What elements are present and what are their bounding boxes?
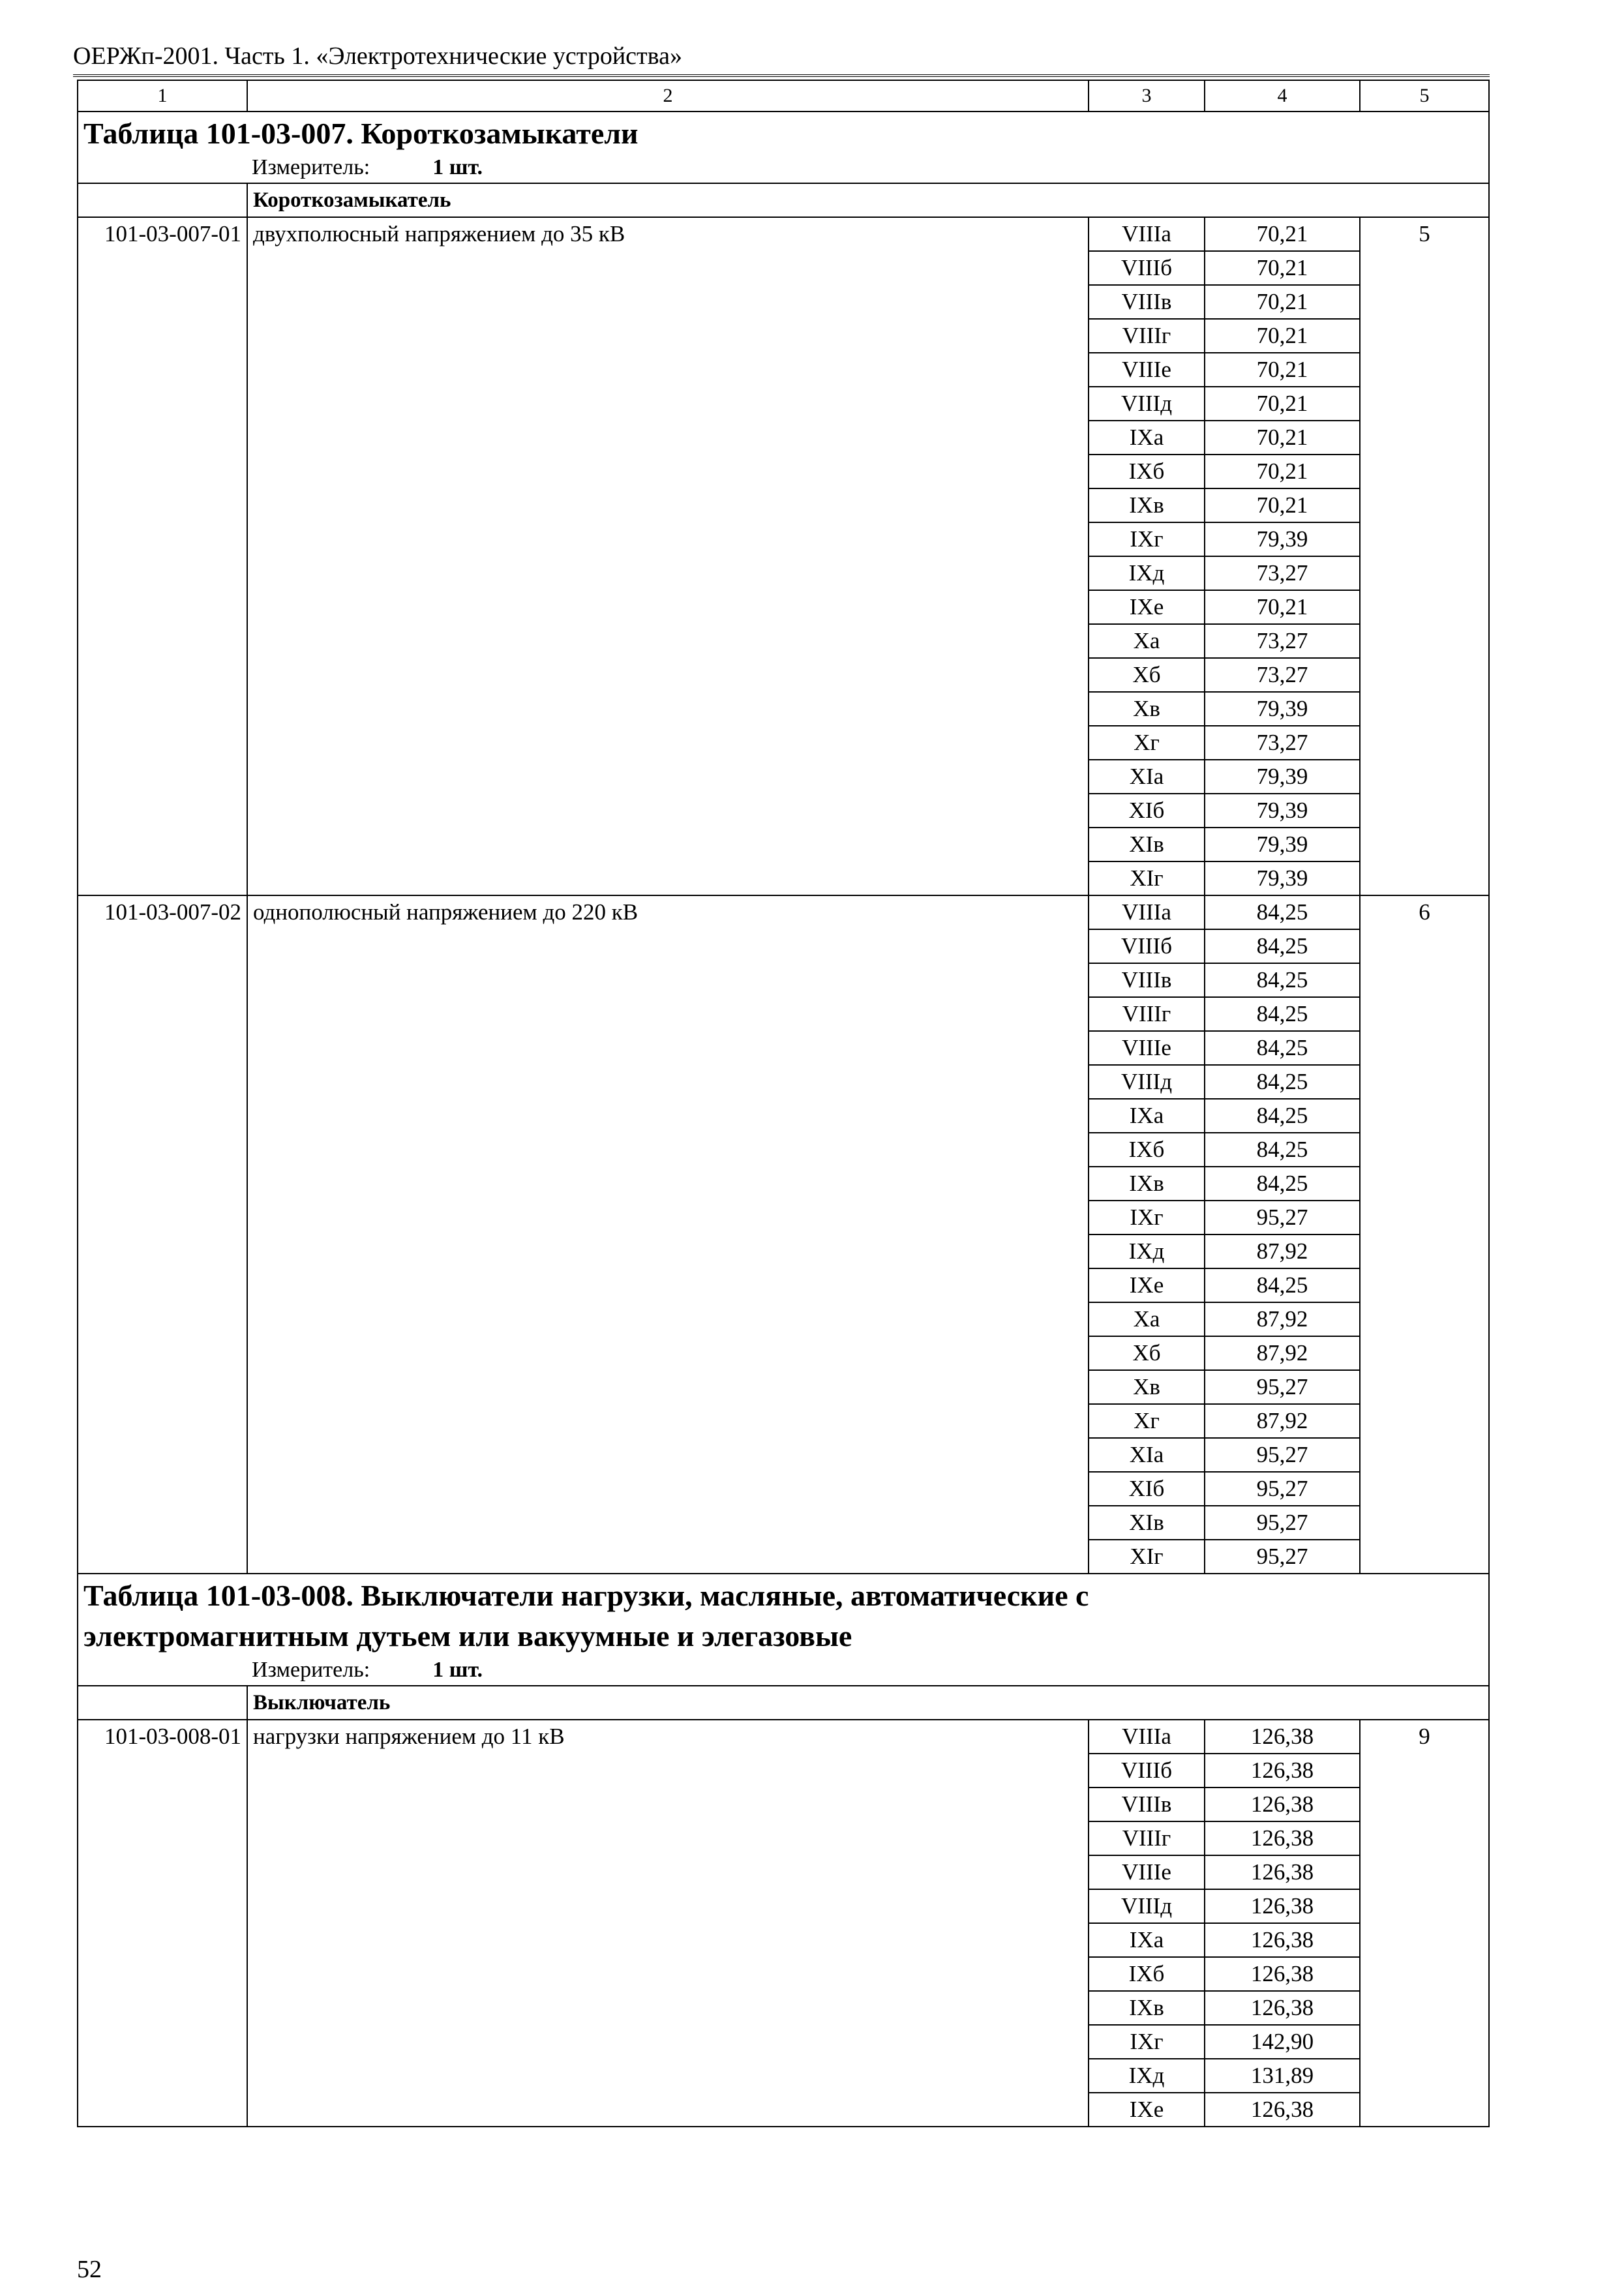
measure-value: 1 шт. xyxy=(432,155,483,179)
group-row xyxy=(78,1686,1489,1720)
item-code: 101-03-007-01 xyxy=(78,217,247,895)
document-header: ОЕРЖп-2001. Часть 1. «Электротехнические устройства» xyxy=(73,42,1490,77)
zone-cell: IXе xyxy=(1089,590,1205,624)
item-name: нагрузки напряжением до 11 кВ xyxy=(247,1720,1089,2127)
zone-cell: VIIIа xyxy=(1089,895,1205,929)
column-5-value: 5 xyxy=(1360,217,1489,895)
value-cell: 84,25 xyxy=(1205,1099,1360,1133)
value-cell: 87,92 xyxy=(1205,1302,1360,1336)
measure-line xyxy=(83,153,1483,183)
zone-cell: IXв xyxy=(1089,1991,1205,2025)
measure-label: Измеритель: xyxy=(252,155,370,179)
zone-cell: IXе xyxy=(1089,2093,1205,2127)
value-cell: 84,25 xyxy=(1205,1031,1360,1065)
value-cell: 126,38 xyxy=(1205,1788,1360,1821)
item-code: 101-03-008-01 xyxy=(78,1720,247,2127)
value-cell: 84,25 xyxy=(1205,1268,1360,1302)
value-cell: 73,27 xyxy=(1205,624,1360,658)
value-cell: 126,38 xyxy=(1205,1991,1360,2025)
value-cell: 70,21 xyxy=(1205,251,1360,285)
measure-line xyxy=(83,1655,1483,1685)
value-cell: 95,27 xyxy=(1205,1472,1360,1506)
value-cell: 84,25 xyxy=(1205,895,1360,929)
column-5-value: 6 xyxy=(1360,895,1489,1574)
zone-cell: IXд xyxy=(1089,1234,1205,1268)
value-cell: 126,38 xyxy=(1205,1855,1360,1889)
zone-cell: XIг xyxy=(1089,1540,1205,1574)
column-number: 4 xyxy=(1205,80,1360,112)
zone-cell: VIIIб xyxy=(1089,929,1205,963)
value-cell: 79,39 xyxy=(1205,794,1360,828)
table-row xyxy=(78,217,1489,251)
zone-cell: VIIIд xyxy=(1089,387,1205,421)
value-cell: 79,39 xyxy=(1205,522,1360,556)
value-cell: 95,27 xyxy=(1205,1201,1360,1234)
zone-cell: VIIIв xyxy=(1089,1788,1205,1821)
value-cell: 126,38 xyxy=(1205,1923,1360,1957)
table-title-line-1: Таблица 101-03-008. Выключатели нагрузки, масляные, автоматические с xyxy=(83,1579,1089,1612)
zone-cell: VIIIа xyxy=(1089,217,1205,251)
value-cell: 84,25 xyxy=(1205,1133,1360,1167)
zone-cell: Xг xyxy=(1089,1404,1205,1438)
group-row xyxy=(78,183,1489,217)
group-heading: Короткозамыкатель xyxy=(247,183,1489,217)
value-cell: 70,21 xyxy=(1205,217,1360,251)
zone-cell: IXа xyxy=(1089,1099,1205,1133)
column-number: 2 xyxy=(247,80,1089,112)
zone-cell: VIIIв xyxy=(1089,963,1205,997)
table-title-line-2: электромагнитным дутьем или вакуумные и элегазовые xyxy=(83,1619,852,1653)
zone-cell: Xв xyxy=(1089,692,1205,726)
column-number: 3 xyxy=(1089,80,1205,112)
zone-cell: VIIIе xyxy=(1089,1031,1205,1065)
value-cell: 95,27 xyxy=(1205,1370,1360,1404)
table-title-row xyxy=(78,112,1489,183)
item-code: 101-03-007-02 xyxy=(78,895,247,1574)
zone-cell: IXв xyxy=(1089,1167,1205,1201)
zone-cell: IXд xyxy=(1089,2059,1205,2093)
zone-cell: Xб xyxy=(1089,658,1205,692)
zone-cell: VIIIв xyxy=(1089,285,1205,319)
value-cell: 126,38 xyxy=(1205,1821,1360,1855)
value-cell: 70,21 xyxy=(1205,387,1360,421)
zone-cell: IXв xyxy=(1089,488,1205,522)
value-cell: 70,21 xyxy=(1205,353,1360,387)
column-5-value: 9 xyxy=(1360,1720,1489,2127)
value-cell: 126,38 xyxy=(1205,1957,1360,1991)
zone-cell: Xг xyxy=(1089,726,1205,760)
value-cell: 73,27 xyxy=(1205,556,1360,590)
price-table xyxy=(77,80,1490,2127)
zone-cell: IXа xyxy=(1089,421,1205,455)
measure-value: 1 шт. xyxy=(432,1658,483,1682)
table-row xyxy=(78,1720,1489,1754)
value-cell: 73,27 xyxy=(1205,726,1360,760)
value-cell: 79,39 xyxy=(1205,828,1360,861)
zone-cell: Xа xyxy=(1089,624,1205,658)
value-cell: 70,21 xyxy=(1205,285,1360,319)
zone-cell: XIг xyxy=(1089,861,1205,895)
zone-cell: IXг xyxy=(1089,2025,1205,2059)
column-number: 5 xyxy=(1360,80,1489,112)
zone-cell: VIIIа xyxy=(1089,1720,1205,1754)
zone-cell: XIб xyxy=(1089,1472,1205,1506)
value-cell: 79,39 xyxy=(1205,760,1360,794)
value-cell: 126,38 xyxy=(1205,1720,1360,1754)
zone-cell: IXд xyxy=(1089,556,1205,590)
zone-cell: VIIIд xyxy=(1089,1889,1205,1923)
table-row xyxy=(78,895,1489,929)
zone-cell: VIIIе xyxy=(1089,353,1205,387)
value-cell: 79,39 xyxy=(1205,861,1360,895)
value-cell: 70,21 xyxy=(1205,488,1360,522)
zone-cell: IXг xyxy=(1089,522,1205,556)
value-cell: 87,92 xyxy=(1205,1234,1360,1268)
value-cell: 142,90 xyxy=(1205,2025,1360,2059)
value-cell: 84,25 xyxy=(1205,997,1360,1031)
zone-cell: XIа xyxy=(1089,1438,1205,1472)
value-cell: 126,38 xyxy=(1205,2093,1360,2127)
zone-cell: VIIIб xyxy=(1089,251,1205,285)
value-cell: 84,25 xyxy=(1205,1065,1360,1099)
value-cell: 131,89 xyxy=(1205,2059,1360,2093)
value-cell: 95,27 xyxy=(1205,1506,1360,1540)
zone-cell: Xб xyxy=(1089,1336,1205,1370)
value-cell: 126,38 xyxy=(1205,1889,1360,1923)
zone-cell: VIIIб xyxy=(1089,1754,1205,1788)
value-cell: 95,27 xyxy=(1205,1438,1360,1472)
zone-cell: IXб xyxy=(1089,1957,1205,1991)
measure-label: Измеритель: xyxy=(252,1658,370,1682)
zone-cell: VIIIг xyxy=(1089,319,1205,353)
column-numbers-row xyxy=(78,80,1489,112)
zone-cell: IXе xyxy=(1089,1268,1205,1302)
item-name: двухполюсный напряжением до 35 кВ xyxy=(247,217,1089,895)
value-cell: 87,92 xyxy=(1205,1404,1360,1438)
value-cell: 84,25 xyxy=(1205,963,1360,997)
value-cell: 70,21 xyxy=(1205,455,1360,488)
value-cell: 126,38 xyxy=(1205,1754,1360,1788)
item-name: однополюсный напряжением до 220 кВ xyxy=(247,895,1089,1574)
zone-cell: IXг xyxy=(1089,1201,1205,1234)
value-cell: 70,21 xyxy=(1205,319,1360,353)
zone-cell: VIIIг xyxy=(1089,1821,1205,1855)
value-cell: 70,21 xyxy=(1205,590,1360,624)
zone-cell: XIв xyxy=(1089,828,1205,861)
page-number: 52 xyxy=(77,2256,102,2283)
table-title-row xyxy=(78,1574,1489,1686)
value-cell: 84,25 xyxy=(1205,1167,1360,1201)
value-cell: 73,27 xyxy=(1205,658,1360,692)
value-cell: 95,27 xyxy=(1205,1540,1360,1574)
value-cell: 87,92 xyxy=(1205,1336,1360,1370)
table-title: Таблица 101-03-007. Короткозамыкатели xyxy=(83,117,639,150)
column-number: 1 xyxy=(78,80,247,112)
value-cell: 70,21 xyxy=(1205,421,1360,455)
group-heading: Выключатель xyxy=(247,1686,1489,1720)
zone-cell: Xа xyxy=(1089,1302,1205,1336)
value-cell: 79,39 xyxy=(1205,692,1360,726)
zone-cell: XIб xyxy=(1089,794,1205,828)
table-body xyxy=(78,80,1489,2127)
zone-cell: IXб xyxy=(1089,455,1205,488)
zone-cell: Xв xyxy=(1089,1370,1205,1404)
zone-cell: XIа xyxy=(1089,760,1205,794)
zone-cell: IXб xyxy=(1089,1133,1205,1167)
zone-cell: VIIIг xyxy=(1089,997,1205,1031)
value-cell: 84,25 xyxy=(1205,929,1360,963)
zone-cell: XIв xyxy=(1089,1506,1205,1540)
zone-cell: VIIIе xyxy=(1089,1855,1205,1889)
zone-cell: IXа xyxy=(1089,1923,1205,1957)
zone-cell: VIIIд xyxy=(1089,1065,1205,1099)
